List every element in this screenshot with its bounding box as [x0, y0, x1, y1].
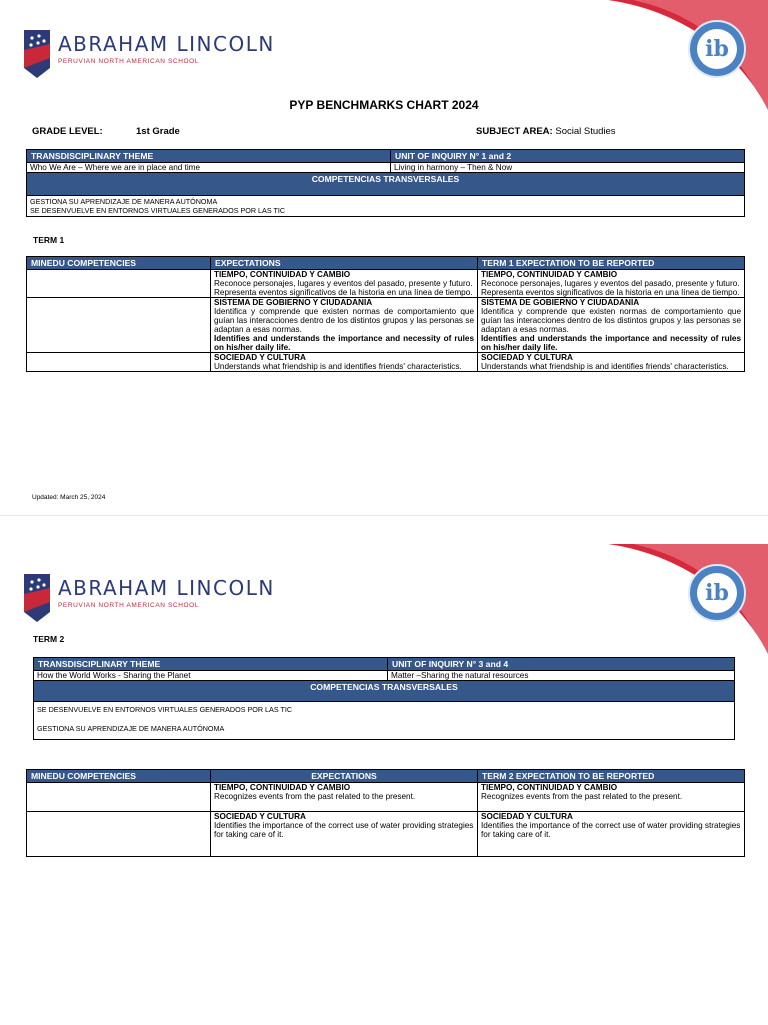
reported-cell: SOCIEDAD Y CULTURA Understands what friendship is and identifies friends' characteristics.	[478, 353, 745, 372]
term-2-label: TERM 2	[33, 634, 65, 644]
table-row	[27, 298, 745, 353]
grade-label: GRADE LEVEL:	[32, 126, 103, 137]
col-expectations: EXPECTATIONS	[211, 257, 478, 270]
unit-header: UNIT OF INQUIRY N° 1 and 2	[391, 150, 745, 163]
page-separator	[0, 515, 768, 544]
updated-date: Updated: March 25, 2024	[32, 494, 106, 501]
grade-value: 1st Grade	[136, 126, 180, 137]
minedu-cell	[27, 353, 211, 372]
theme-value: Who We Are – Where we are in place and time	[27, 163, 391, 173]
expectation-cell: SISTEMA DE GOBIERNO Y CIUDADANIA Identifica y comprende que existen normas de comportamiento que guían las interacciones dentro de los distintos grupos y las personas se adaptan a esas normas. Identifies and understands the importance and necessity of rules on his/her daily life.	[211, 298, 478, 353]
expectation-cell: TIEMPO, CONTINUIDAD Y CAMBIO Reconoce personajes, lugares y eventos del pasado, presente y futuro. Representa eventos significativos de la historia en una línea de tiempo.	[211, 270, 478, 298]
expectation-cell: SOCIEDAD Y CULTURA Identifies the importance of the correct use of water providing strategies for taking care of it.	[211, 812, 478, 857]
ib-logo-icon: ib	[688, 20, 746, 78]
reported-cell: SISTEMA DE GOBIERNO Y CIUDADANIA Identifica y comprende que existen normas de comportamiento que guían las interacciones dentro de los distintos grupos y las personas se adaptan a esas normas. Identifies and understands the importance and necessity of rules on his/her daily life.	[478, 298, 745, 353]
school-crest-icon	[20, 28, 54, 80]
reported-cell: TIEMPO, CONTINUIDAD Y CAMBIO Reconoce personajes, lugares y eventos del pasado, presente y futuro. Representa eventos significativos de la historia en una línea de tiempo.	[478, 270, 745, 298]
page-title: PYP BENCHMARKS CHART 2024	[289, 98, 479, 112]
col-term1-reported: TERM 1 EXPECTATION TO BE REPORTED	[478, 257, 745, 270]
table-row	[27, 353, 745, 372]
expectation-cell: SOCIEDAD Y CULTURA Understands what friendship is and identifies friends' characteristics.	[211, 353, 478, 372]
table-row	[27, 270, 745, 298]
theme-value: How the World Works - Sharing the Planet	[34, 671, 388, 681]
competencia-item: SE DESENVUELVE EN ENTORNOS VIRTUALES GENERADOS POR LAS TIC	[37, 705, 293, 714]
school-name: ABRAHAM LINCOLN	[58, 576, 275, 600]
minedu-cell	[27, 812, 211, 857]
minedu-cell	[27, 783, 211, 812]
col-term2-reported: TERM 2 EXPECTATION TO BE REPORTED	[478, 770, 745, 783]
competencias-header: COMPETENCIAS TRANSVERSALES	[34, 681, 735, 702]
theme-header: TRANSDISCIPLINARY THEME	[27, 150, 391, 163]
benchmarks-table-term-1	[26, 256, 745, 372]
subject-label: SUBJECT AREA:	[476, 126, 553, 137]
ib-logo-icon: ib	[688, 564, 746, 622]
page-2	[0, 544, 768, 1025]
competencia-item: GESTIONA SU APRENDIZAJE DE MANERA AUTÓNOMA	[30, 197, 218, 206]
theme-header: TRANSDISCIPLINARY THEME	[34, 658, 388, 671]
col-minedu: MINEDU COMPETENCIES	[27, 770, 211, 783]
table-row	[27, 812, 745, 857]
expectation-cell: TIEMPO, CONTINUIDAD Y CAMBIO Recognizes events from the past related to the present.	[211, 783, 478, 812]
competencia-item: GESTIONA SU APRENDIZAJE DE MANERA AUTÓNOMA	[37, 724, 225, 733]
school-name: ABRAHAM LINCOLN	[58, 32, 275, 56]
competencias-header: COMPETENCIAS TRANSVERSALES	[27, 173, 745, 196]
term-1-label: TERM 1	[33, 235, 65, 245]
table-row	[27, 783, 745, 812]
competencias-list	[27, 196, 745, 217]
subject-area	[476, 126, 616, 137]
unit-value: Living in harmony – Then & Now	[391, 163, 745, 173]
competencia-item: SE DESENVUELVE EN ENTORNOS VIRTUALES GENERADOS POR LAS TIC	[30, 206, 286, 215]
unit-header: UNIT OF INQUIRY N° 3 and 4	[388, 658, 735, 671]
theme-table-term-2	[33, 657, 735, 740]
competencias-list	[34, 702, 735, 740]
benchmarks-table-term-2	[26, 769, 745, 857]
reported-cell: SOCIEDAD Y CULTURA Identifies the importance of the correct use of water providing strategies for taking care of it.	[478, 812, 745, 857]
school-subtitle: PERUVIAN NORTH AMERICAN SCHOOL	[58, 602, 200, 609]
school-logo	[20, 570, 280, 630]
reported-cell: TIEMPO, CONTINUIDAD Y CAMBIO Recognizes events from the past related to the present.	[478, 783, 745, 812]
col-minedu: MINEDU COMPETENCIES	[27, 257, 211, 270]
subject-value: Social Studies	[555, 126, 616, 137]
school-crest-icon	[20, 572, 54, 624]
unit-value: Matter –Sharing the natural resources	[388, 671, 735, 681]
minedu-cell	[27, 270, 211, 298]
col-expectations: EXPECTATIONS	[211, 770, 478, 783]
theme-table	[26, 149, 745, 217]
grade-level	[32, 126, 180, 137]
school-logo	[20, 26, 280, 86]
school-subtitle: PERUVIAN NORTH AMERICAN SCHOOL	[58, 58, 200, 65]
minedu-cell	[27, 298, 211, 353]
